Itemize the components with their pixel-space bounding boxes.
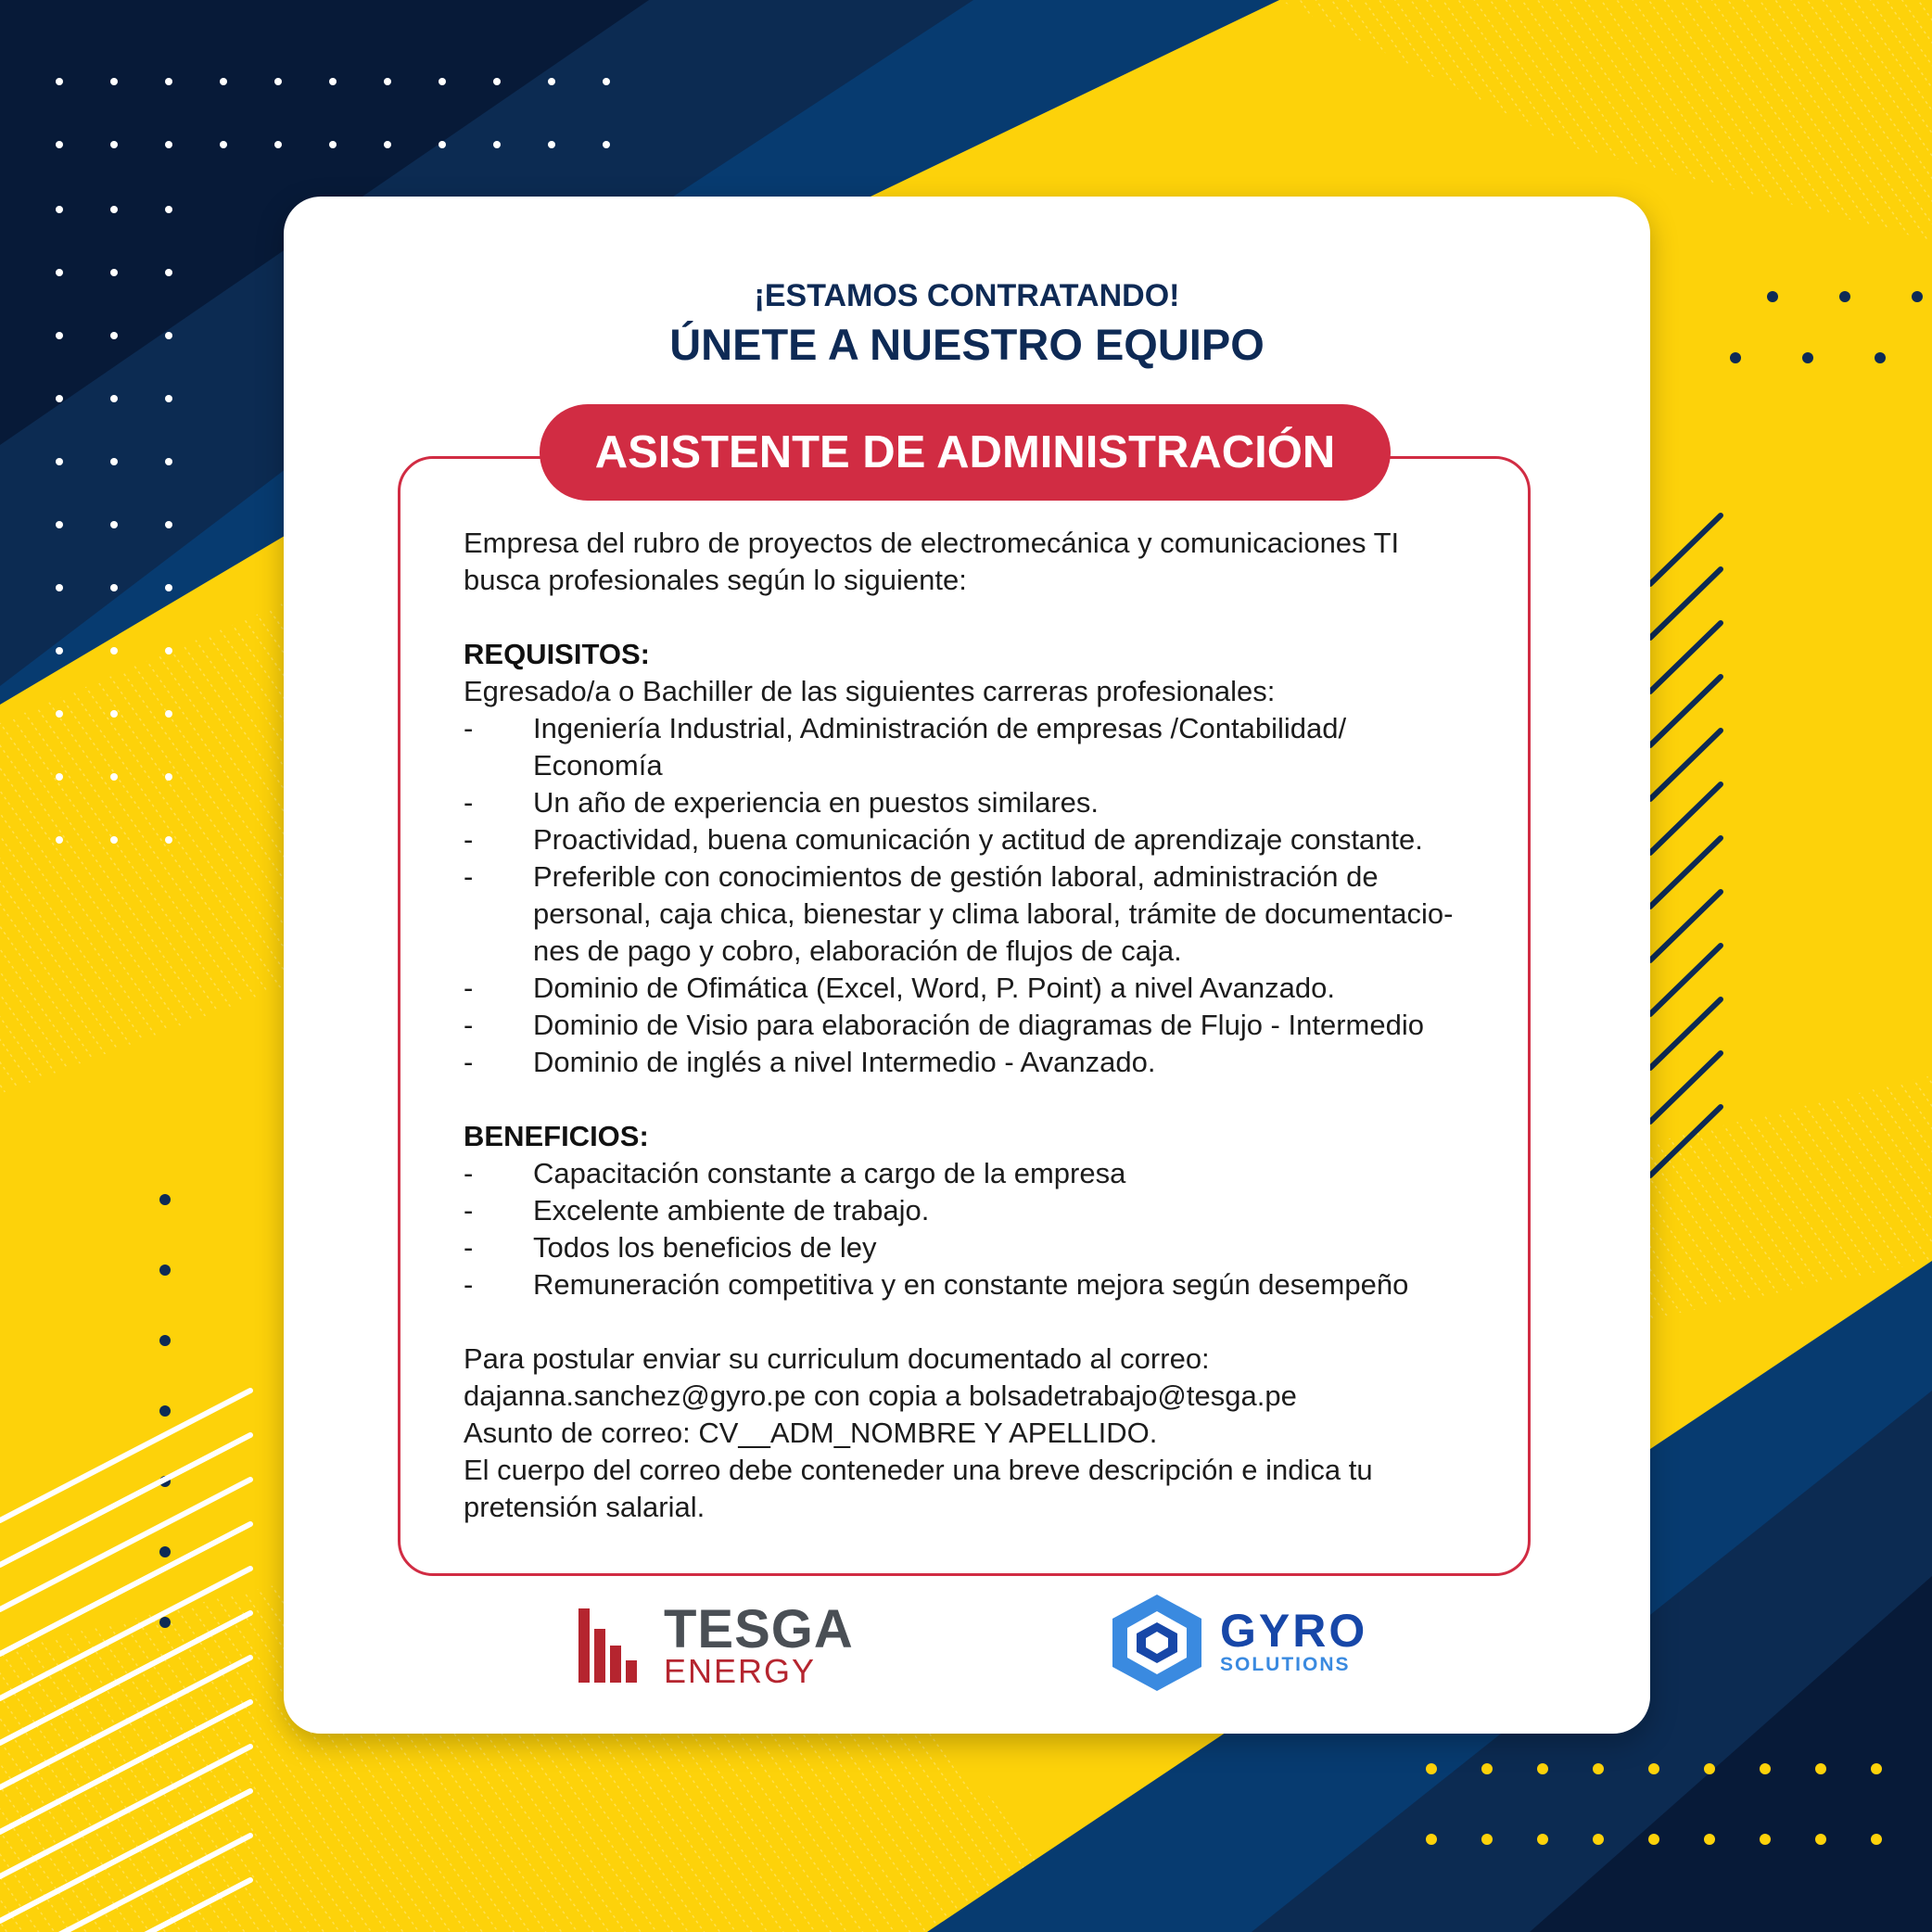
list-item-text [533,1229,1493,1266]
gyro-solutions-logo [1107,1591,1367,1695]
list-item-text [533,821,1493,858]
tesga-name: TESGA [664,1599,854,1659]
list-item [464,858,1493,970]
tesga-energy-logo [578,1599,854,1690]
list-item-line: Dominio de inglés a nivel Intermedio - Avanzado. [533,1046,1156,1078]
list-item-line: personal, caja chica, bienestar y clima laboral, trámite de documentacio- [533,897,1454,930]
list-item [464,1044,1493,1081]
list-item-text [533,1155,1493,1192]
benefits-heading: BENEFICIOS: [464,1120,649,1152]
bullet-dash: - [464,823,474,856]
apply-body-note: El cuerpo del correo debe conteneder una breve descripción e indica tu [464,1454,1373,1486]
apply-subject: Asunto de correo: CV__ADM_NOMBRE Y APELLIDO. [464,1417,1158,1449]
list-item [464,1229,1493,1266]
list-item-line: Economía [533,749,663,782]
requirements-list [464,710,1493,1081]
list-item-text [533,970,1493,1007]
bullet-dash: - [464,1009,474,1041]
hexagon-logo-icon [1107,1591,1207,1695]
gyro-sub: SOLUTIONS [1220,1654,1351,1675]
list-item-line: Remuneración competitiva y en constante mejora según desempeño [533,1268,1409,1301]
bullet-dash: - [464,1046,474,1078]
apply-body-note: pretensión salarial. [464,1491,705,1523]
job-card [284,197,1650,1734]
list-item-text [533,1044,1493,1081]
bullet-dash: - [464,1268,474,1301]
job-title: ASISTENTE DE ADMINISTRACIÓN [594,427,1336,477]
list-item-text [533,1266,1493,1303]
bullet-dash: - [464,1157,474,1189]
list-item-text [533,784,1493,821]
list-item [464,1155,1493,1192]
requirements-heading: REQUISITOS: [464,638,650,670]
list-item-text [533,858,1493,970]
list-item [464,1192,1493,1229]
bar-chart-logo-icon [578,1608,649,1683]
list-item [464,1266,1493,1303]
list-item [464,710,1493,784]
gyro-name: GYRO [1220,1605,1368,1657]
apply-instructions: Para postular enviar su curriculum documentado al correo: [464,1342,1210,1375]
tesga-sub: ENERGY [664,1652,817,1690]
list-item-line: Excelente ambiente de trabajo. [533,1194,930,1227]
list-item-line: Dominio de Ofimática (Excel, Word, P. Point) a nivel Avanzado. [533,972,1335,1004]
bullet-dash: - [464,1231,474,1264]
bullet-dash: - [464,972,474,1004]
list-item-line: Preferible con conocimientos de gestión laboral, administración de [533,860,1379,893]
join-team-headline: ÚNETE A NUESTRO EQUIPO [669,320,1265,369]
list-item-line: Capacitación constante a cargo de la empresa [533,1157,1126,1189]
list-item-line: nes de pago y cobro, elaboración de flujos de caja. [533,934,1182,967]
list-item [464,784,1493,821]
benefits-list [464,1155,1493,1303]
apply-emails: dajanna.sanchez@gyro.pe con copia a bolsadetrabajo@tesga.pe [464,1379,1297,1412]
requirements-lead: Egresado/a o Bachiller de las siguientes carreras profesionales: [464,675,1276,707]
job-details [464,525,1493,1526]
hiring-headline: ¡ESTAMOS CONTRATANDO! [754,278,1180,313]
intro-line: busca profesionales según lo siguiente: [464,564,967,596]
bullet-dash: - [464,712,474,744]
list-item-line: Dominio de Visio para elaboración de diagramas de Flujo - Intermedio [533,1009,1424,1041]
bullet-dash: - [464,860,474,893]
job-title-badge [540,404,1391,501]
list-item-text [533,710,1493,784]
list-item-line: Todos los beneficios de ley [533,1231,877,1264]
intro-line: Empresa del rubro de proyectos de electromecánica y comunicaciones TI [464,527,1400,559]
bullet-dash: - [464,786,474,819]
list-item [464,1007,1493,1044]
list-item-text [533,1007,1493,1044]
list-item-line: Proactividad, buena comunicación y actitud de aprendizaje constante. [533,823,1423,856]
list-item-text [533,1192,1493,1229]
list-item-line: Un año de experiencia en puestos similares. [533,786,1099,819]
list-item [464,970,1493,1007]
list-item [464,821,1493,858]
list-item-line: Ingeniería Industrial, Administración de empresas /Contabilidad/ [533,712,1347,744]
bullet-dash: - [464,1194,474,1227]
